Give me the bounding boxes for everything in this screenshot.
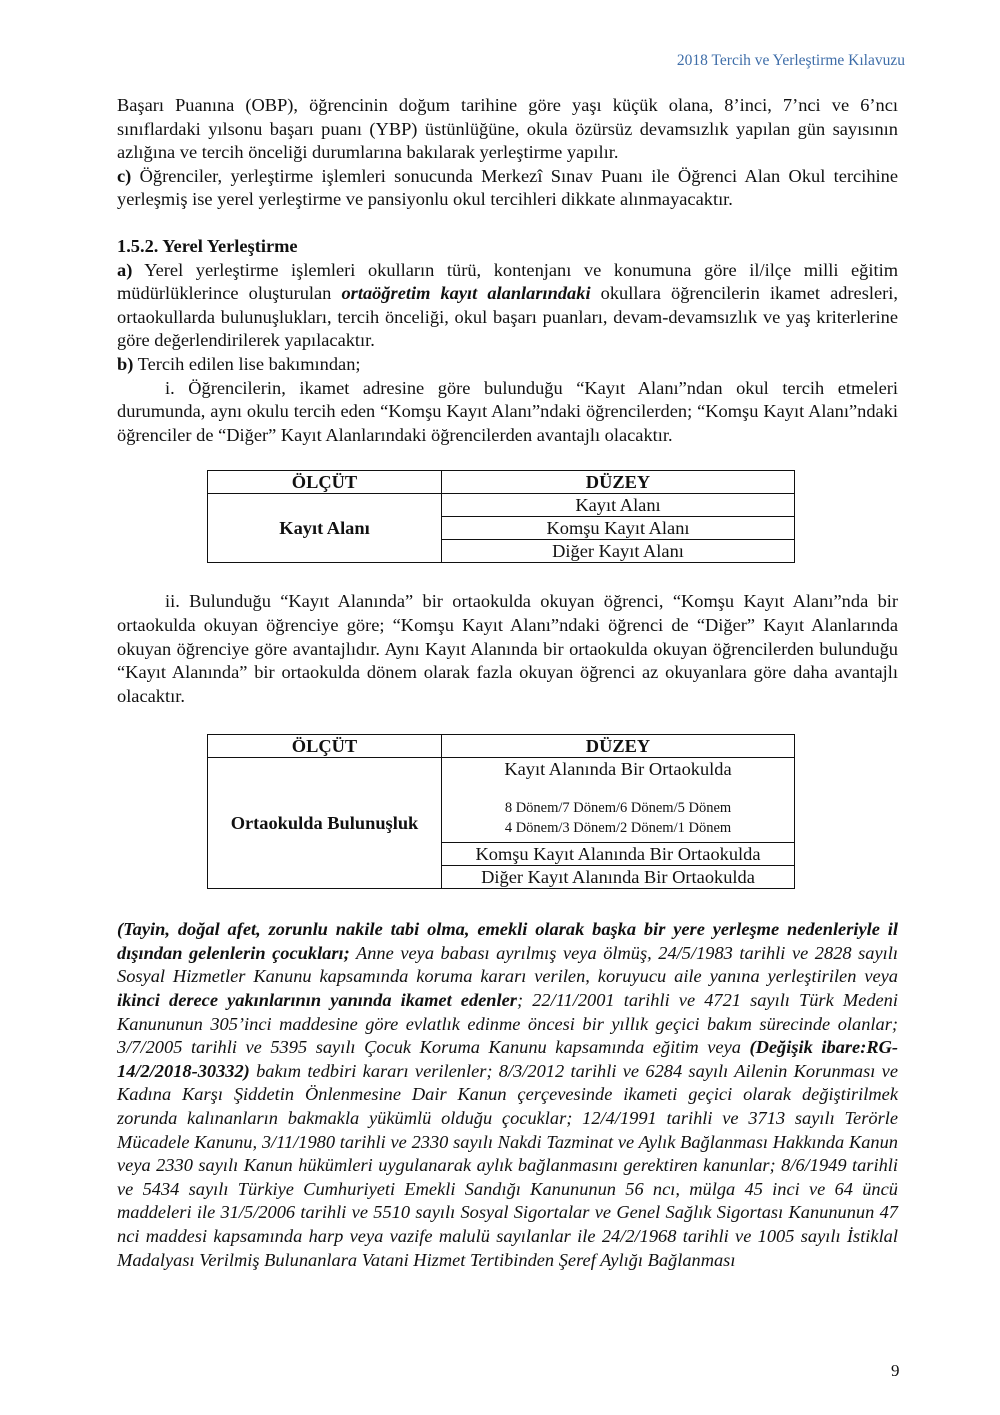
table1-level: Komşu Kayıt Alanı: [442, 517, 795, 540]
paragraph-a-emphasis: ortaöğretim kayıt alanlarındaki: [341, 283, 591, 304]
italic-text-1: Anne veya babası ayrılmış veya ölmüş, 24/5/1983 tarihli ve 2828 sayılı Sosyal Hizmetler Kanunu kapsamında koruma kararı verilen, koruyucu aile yanına yerleştirilen veya: [117, 942, 898, 987]
paragraph-c: [117, 165, 898, 212]
table2-sub-2: 4 Dönem/3 Dönem/2 Dönem/1 Dönem: [504, 820, 732, 837]
table1-header-duzey: DÜZEY: [442, 471, 795, 494]
italic-bold-1: (Tayin, doğal afet, zorunlu nakile tabi olma, emekli olarak başka bir yere yerleşme nedenleriyle il dışından gelenlerin çocukları;: [117, 919, 898, 963]
table2-criterion: Ortaokulda Bulunuşluk: [208, 758, 442, 889]
table2-level-1: [442, 758, 795, 843]
table1-level: Diğer Kayıt Alanı: [442, 540, 795, 563]
running-header: 2018 Tercih ve Yerleştirme Kılavuzu: [676, 52, 905, 69]
table1-header-olcut: ÖLÇÜT: [208, 471, 442, 494]
page-number: 9: [891, 1361, 900, 1380]
italic-text-2: ; 22/11/2001 tarihli ve 4721 sayılı Türk Medeni Kanununun 305’inci maddesine göre evlatlık edinme öncesi bir yıllık geçici bakım sürecinde olanlar; 3/7/2005 tarihli ve 5395 sayılı Çocuk Koruma Kanunu kapsamında eğitim veya: [117, 990, 898, 1058]
italic-bold-2: ikinci derece yakınlarının yanında ikamet edenler: [117, 990, 517, 1011]
paragraph-a-text2: okullara öğrencilerin ikamet adresleri, ortaokullarda bulunuşlukları, tercih önceliği, okul başarı puanları, devam-devamsızlık ve yaş kriterlerine göre değerlendirilerek yapılacaktır.: [117, 283, 898, 351]
table2-level-1-label: Kayıt Alanında Bir Ortaokulda: [504, 759, 732, 780]
item-label-b: b): [117, 353, 134, 374]
item-label-a: a): [117, 259, 133, 280]
italic-block: [117, 918, 898, 1272]
section-heading: 1.5.2. Yerel Yerleştirme: [117, 235, 298, 256]
paragraph-obp: Başarı Puanına (OBP), öğrencinin doğum tarihine göre yaşı küçük olana, 8’inci, 7’nci ve 6’ncı sınıflardaki yılsonu başarı puanı (YBP) üstünlüğüne, okula özürsüz devamsızlık yapılan gün sayısının azlığına ve tercih önceliği durumlarına bakılarak yerleştirme yapılır.: [117, 95, 898, 163]
italic-bold-3: (Değişik ibare:RG-14/2/2018-30332): [117, 1037, 898, 1081]
table2-level-2: Komşu Kayıt Alanında Bir Ortaokulda: [442, 843, 795, 866]
table2-header-olcut: ÖLÇÜT: [208, 735, 442, 758]
table2-sub-1: 8 Dönem/7 Dönem/6 Dönem/5 Dönem: [504, 800, 732, 817]
criteria-table-1: [207, 470, 795, 563]
italic-paragraph: [117, 918, 898, 1272]
paragraph-a: [117, 259, 898, 353]
item-label-c: c): [117, 165, 132, 186]
paragraph-b-text: Tercih edilen lise bakımından;: [133, 353, 361, 374]
table1-level: Kayıt Alanı: [442, 494, 795, 517]
table2-level-3: Diğer Kayıt Alanında Bir Ortaokulda: [442, 866, 795, 889]
paragraph-a-text1: Yerel yerleştirme işlemleri okulların türü, kontenjanı ve konumuna göre il/ilçe milli eğitim müdürlüklerince oluşturulan: [117, 259, 898, 304]
table2-header-duzey: DÜZEY: [442, 735, 795, 758]
table1-criterion: Kayıt Alanı: [208, 494, 442, 563]
italic-text-3: bakım tedbiri kararı verilenler; 8/3/2012 tarihli ve 6284 sayılı Ailenin Korunması ve Kadına Karşı Şiddetin Önlenmesine Dair Kanun çerçevesinde ikameti geçici olarak değiştirilmek zorunda kalınanların bakmakla yükümlü olduğu çocuklar; 12/4/1991 tarihli ve 3713 sayılı Terörle Mücadele Kanunu, 3/11/1980 tarihli ve 2330 sayılı Nakdi Tazminat ve Aylık Bağlanması Hakkında Kanun veya 2330 sayılı Kanun hükümleri uygulanarak aylık bağlanmasını gerektiren kanunlar; 8/6/1949 tarihli ve 5434 sayılı Türkiye Cumhuriyeti Emekli Sandığı Kanununun 56 ncı, mülga 45 inci ve 64 üncü maddeleri ile 31/5/2006 tarihli ve 5510 sayılı Sosyal Sigortalar ve Genel Sağlık Sigortası Kanununun 47 nci maddesi kapsamında harp veya vazife malulü sayılanlar ile 24/2/1968 tarihli ve 1005 sayılı İstiklal Madalyası Verilmiş Bulunanlara Vatani Hizmet Tertibinden Şeref Aylığı Bağlanması: [117, 1060, 898, 1270]
paragraph-b: [117, 353, 898, 377]
item-i: i. Öğrencilerin, ikamet adresine göre bulunduğu “Kayıt Alanı”ndan okul tercih etmeleri durumunda, aynı okulu tercih eden “Komşu Kayıt Alanı”ndaki öğrencilerden; “Komşu Kayıt Alanı”ndaki öğrenciler de “Diğer” Kayıt Alanlarındaki öğrencilerden avantajlı olacaktır.: [117, 377, 898, 445]
page-content: [117, 94, 898, 1272]
paragraph-c-text: Öğrenciler, yerleştirme işlemleri sonucunda Merkezî Sınav Puanı ile Öğrenci Alan Okul tercihine yerleşmiş ise yerel yerleştirme ve pansiyonlu okul tercihleri dikkate alınmayacaktır.: [117, 165, 898, 210]
item-ii: ii. Bulunduğu “Kayıt Alanında” bir ortaokulda okuyan öğrenci, “Komşu Kayıt Alanı”nda bir ortaokulda okuyan öğrenciye göre; “Komşu Kayıt Alanı”ndaki öğrenci de “Diğer” Kayıt Alanlarında okuyan öğrenciye göre avantajlıdır. Aynı Kayıt Alanında bir ortaokulda okuyan öğrencilerden bulunduğu “Kayıt Alanında” bir ortaokulda dönem olarak fazla okuyan öğrenci az okuyanlara göre daha avantajlı olacaktır.: [117, 591, 898, 706]
criteria-table-2: [207, 734, 795, 889]
